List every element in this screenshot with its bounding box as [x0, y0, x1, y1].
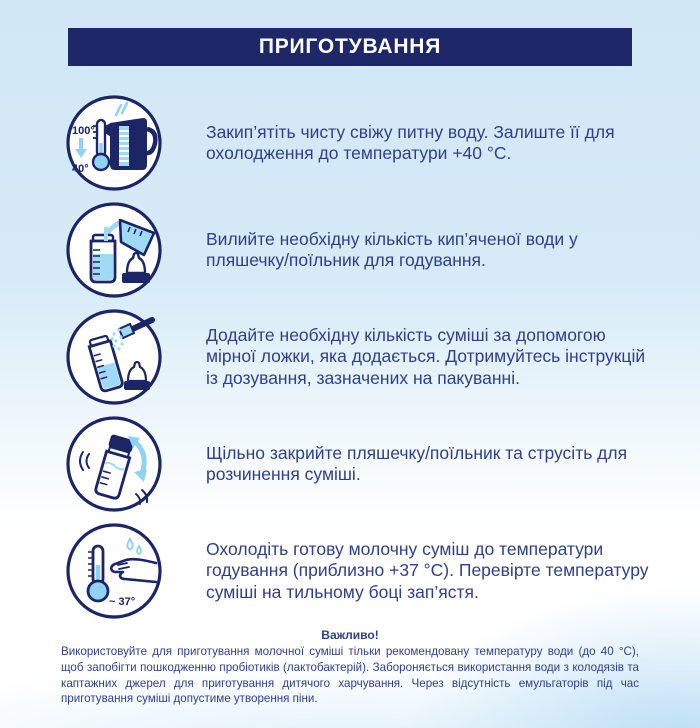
shake-bottle-illustration	[64, 414, 164, 514]
check-temperature-wrist-icon	[64, 521, 164, 621]
step-row-add-formula	[0, 307, 700, 407]
important-note-heading: Важливо!	[321, 628, 379, 642]
add-formula-scoop-icon	[64, 307, 164, 407]
pour-water-icon	[64, 200, 164, 300]
shake-bottle-icon	[64, 414, 164, 514]
step-text-boil-water: Закип’ятіть чисту свіжу питну воду. Залиште її для охолодження до температури +40 °C.	[206, 121, 615, 163]
important-note-body: Використовуйте для приготування молочної суміші тільки рекомендовану температуру води (до 40 °C), щоб запобігти пошкодженню пробіотиків (лактобактерій). Забороняється використання води з колодязів та каптажних джерел для приготування дитячого харчування. Через відсутність емульгаторів під час приготування суміші допустиме утворення піни.	[61, 645, 639, 706]
add-formula-illustration	[64, 307, 164, 407]
page-title: ПРИГОТУВАННЯ	[68, 28, 632, 66]
boil-low-temp-label: 40°	[72, 163, 89, 175]
step-row-shake-bottle	[0, 414, 700, 514]
boil-high-temp-label: 100°	[72, 125, 95, 137]
step-text-shake-bottle: Щільно закрийте пляшечку/поїльник та струсіть для розчинення суміші.	[206, 442, 628, 484]
step-text-pour-water: Вилийте необхідну кількість кип’яченої води у пляшечку/поїльник для годування.	[206, 228, 578, 270]
step-text-check-temperature: Охолодіть готову молочну суміш до температури годування (приблизно +37 °C). Перевірте температуру суміші на тильному боці зап’ястя.	[206, 538, 649, 602]
preparation-panel	[0, 28, 700, 728]
step-text-add-formula: Додайте необхідну кількість суміші за допомогою мірної ложки, яка додається. Дотримуйтесь інструкцій із дозування, зазначених на пакуванні.	[206, 324, 646, 388]
steps-list	[0, 93, 700, 621]
boil-water-illustration	[64, 93, 164, 193]
step-row-check-temperature	[0, 521, 700, 621]
pour-water-illustration	[64, 200, 164, 300]
check-temperature-illustration	[64, 521, 164, 621]
important-note	[0, 628, 700, 707]
boil-water-icon	[64, 93, 164, 193]
step-row-boil-water	[0, 93, 700, 193]
step-row-pour-water	[0, 200, 700, 300]
wrist-temp-label: ~ 37°	[109, 596, 136, 608]
